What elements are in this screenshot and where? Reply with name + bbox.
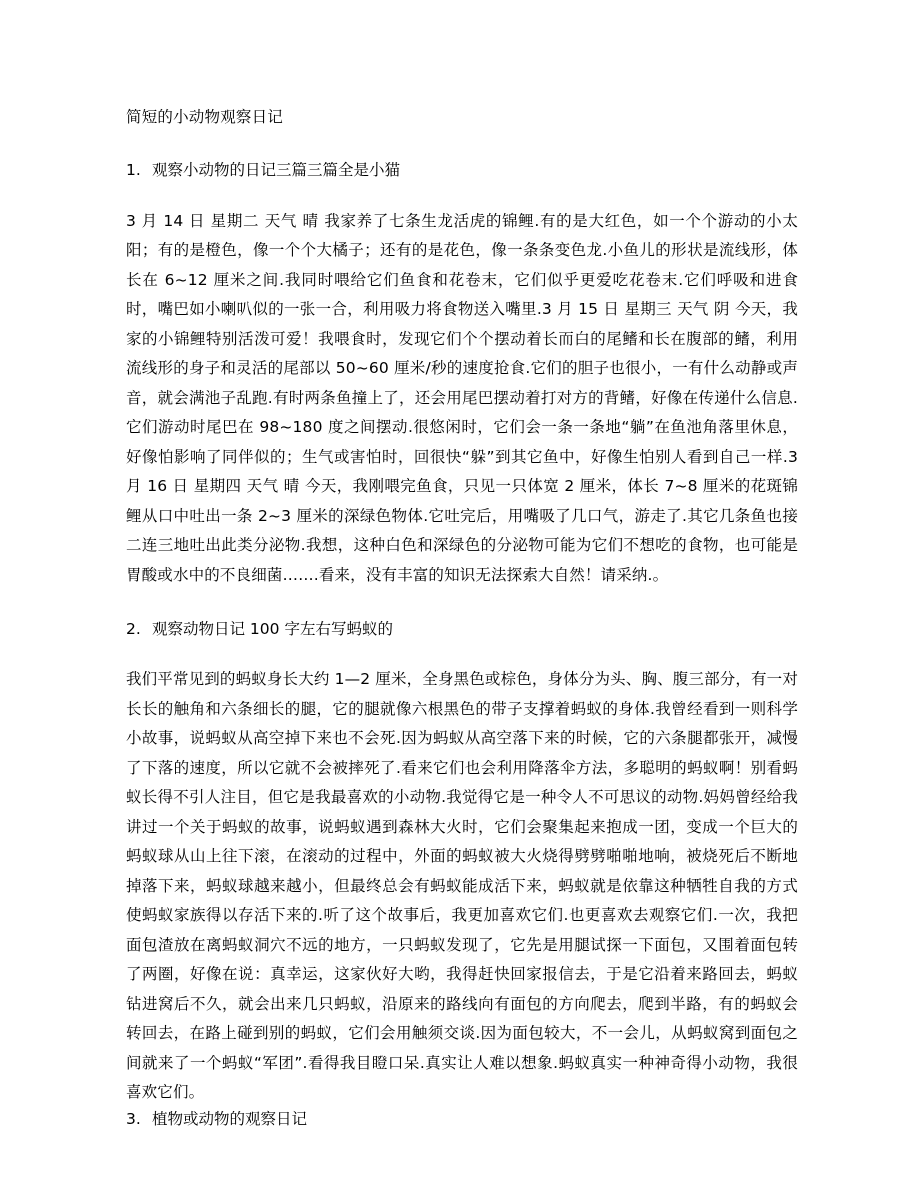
section-heading-3 (126, 1108, 798, 1131)
section-body-2: 我们平常见到的蚂蚁身长大约 1—2 厘米，全身黑色或棕色，身体分为头、胸、腹三部分，有一对长长的触角和六条细长的腿，它的腿就像六根黑色的带子支撑着蚂蚁的身体.我曾经看到一则科学小故事，说蚂蚁从高空掉下来也不会死.因为蚂蚁从高空落下来的时候，它的六条腿都张开，减慢了下落的速度，所以它就不会被摔死了.看来它们也会利用降落伞方法，多聪明的蚂蚁啊！别看蚂蚁长得不引人注目，但它是我最喜欢的小动物.我觉得它是一种令人不可思议的动物.妈妈曾经给我讲过一个关于蚂蚁的故事，说蚂蚁遇到森林大火时，它们会聚集起来抱成一团，变成一个巨大的蚂蚁球从山上往下滚，在滚动的过程中，外面的蚂蚁被大火烧得劈劈啪啪地响，被烧死后不断地掉落下来，蚂蚁球越来越小，但最终总会有蚂蚁能成活下来，蚂蚁就是依靠这种牺牲自我的方式使蚂蚁家族得以存活下来的.听了这个故事后，我更加喜欢它们.也更喜欢去观察它们.一次，我把面包渣放在离蚂蚁洞穴不远的地方，一只蚂蚁发现了，它先是用腿试探一下面包，又围着面包转了两圈，好像在说：真幸运，这家伙好大哟，我得赶快回家报信去，于是它沿着来路回去，蚂蚁钻进窝后不久，就会出来几只蚂蚁，沿原来的路线向有面包的方向爬去，爬到半路，有的蚂蚁会转回去，在路上碰到别的蚂蚁，它们会用触须交谈.因为面包较大，不一会儿，从蚂蚁窝到面包之间就来了一个蚂蚁“军团”.看得我目瞪口呆.真实让人难以想象.蚂蚁真实一种神奇得小动物，我很喜欢它们。 (126, 670, 798, 1102)
section-body-1: 3 月 14 日 星期二 天气 晴 我家养了七条生龙活虎的锦鲤.有的是大红色，如一个个游动的小太阳；有的是橙色，像一个个大橘子；还有的是花色，像一条条变色龙.小鱼儿的形状是流线形，体长在 6~12 厘米之间.我同时喂给它们鱼食和花卷末，它们似乎更爱吃花卷末.它们呼吸和进食时，嘴巴如小喇叭似的一张一合，利用吸力将食物送入嘴里.3 月 15 日 星期三 天气 阴 今天，我家的小锦鲤特别活泼可爱！我喂食时，发现它们个个摆动着长而白的尾鳍和长在腹部的鳍，利用流线形的身子和灵活的尾部以 50~60 厘米/秒的速度抢食.它们的胆子也很小，一有什么动静或声音，就会满池子乱跑.有时两条鱼撞上了，还会用尾巴摆动着打对方的背鳍，好像在传递什么信息.它们游动时尾巴在 98~180 度之间摆动.很悠闲时，它们会一条一条地“躺”在鱼池角落里休息，好像怕影响了同伴似的；生气或害怕时，回很快“躲”到其它鱼中，好像生怕别人看到自己一样.3 月 16 日 星期四 天气 晴 今天，我刚喂完鱼食，只见一只体宽 2 厘米，体长 7~8 厘米的花斑锦鲤从口中吐出一条 2~3 厘米的深绿色物体.它吐完后，用嘴吸了几口气，游走了.其它几条鱼也接二连三地吐出此类分泌物.我想，这种白色和深绿色的分泌物可能为它们不想吃的食物，也可能是胃酸或水中的不良细菌…….看来，没有丰富的知识无法探索大自然！请采纳.。 (126, 211, 798, 584)
section-heading-2 (126, 618, 798, 641)
section-title-1: 观察小动物的日记三篇三篇全是小猫 (152, 161, 401, 180)
section-number-1: 1. (126, 161, 141, 180)
section-heading-1 (126, 159, 798, 182)
section-number-2: 2. (126, 620, 141, 638)
page-title: 简短的小动物观察日记 (126, 108, 284, 126)
section-title-2: 观察动物日记 100 字左右写蚂蚁的 (152, 620, 393, 638)
section-title-3: 植物或动物的观察日记 (152, 1109, 308, 1128)
section-number-3: 3. (126, 1109, 141, 1128)
